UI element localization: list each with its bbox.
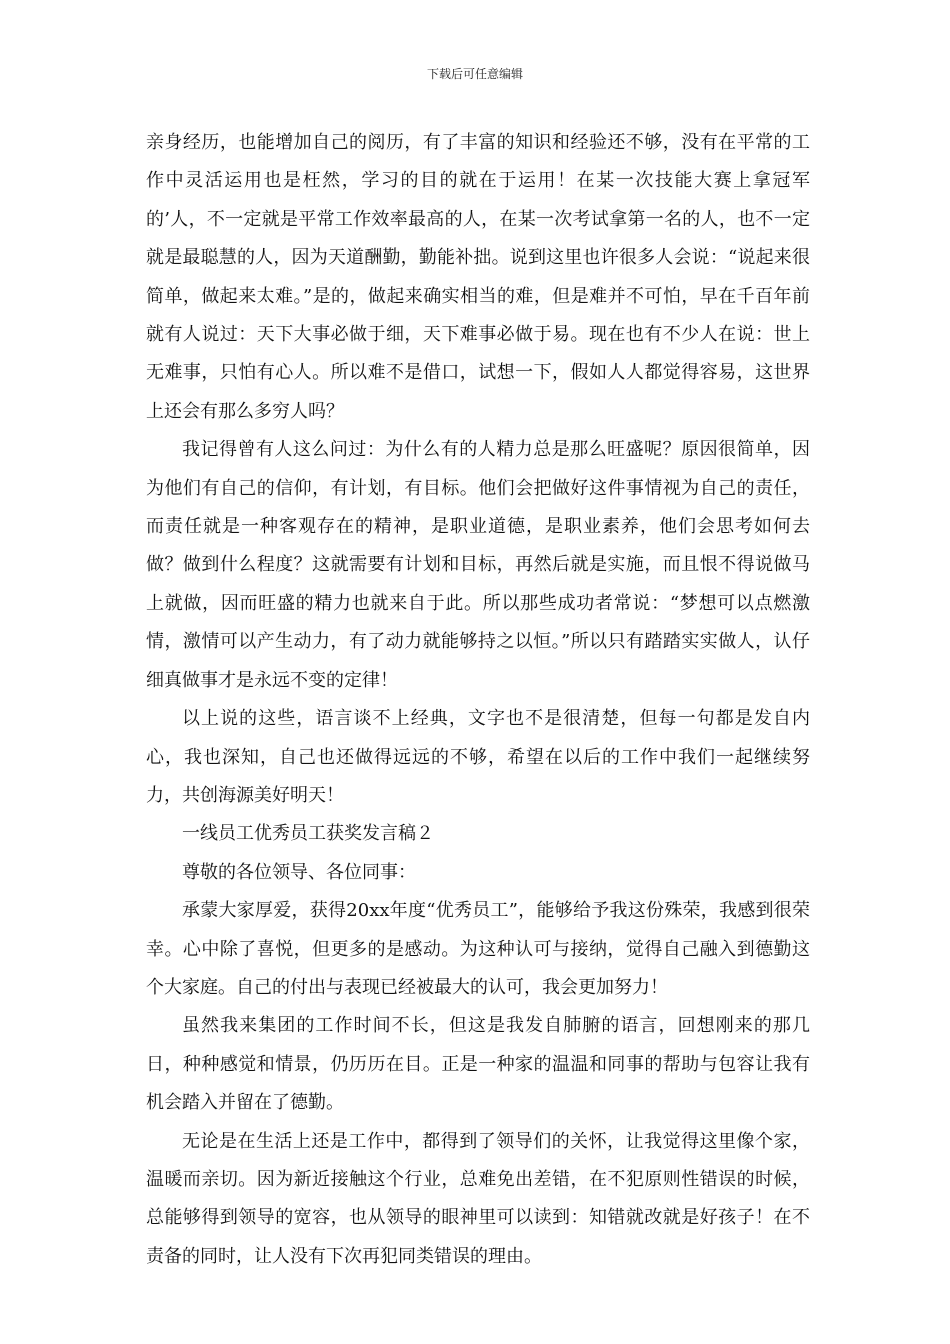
- paragraph-6: 无论是在生活上还是工作中，都得到了领导们的关怀，让我觉得这里像个家，温暖而亲切。因为新近接触这个行业，总难免出差错，在不犯原则性错误的时候，总能够得到领导的宽容，也从领导的眼神里可以读到：知错就改就是好孩子！在不责备的同时，让人没有下次再犯同类错误的理由。: [146, 1130, 810, 1267]
- document-body: [146, 124, 810, 1276]
- page-header: 下载后可任意编辑: [426, 67, 523, 81]
- paragraph-4: 承蒙大家厚爱，获得20xx年度“优秀员工”，能够给予我这份殊荣，我感到很荣幸。心中除了喜悦，但更多的是感动。为这种认可与接纳，觉得自己融入到德勤这个大家庭。自己的付出与表现已经被最大的认可，我会更加努力！: [146, 900, 810, 998]
- salutation: 尊敬的各位领导、各位同事：: [182, 861, 416, 883]
- section-title: 一线员工优秀员工获奖发言稿２: [182, 823, 434, 845]
- paragraph-2: 我记得曾有人这么问过：为什么有的人精力总是那么旺盛呢？原因很简单，因为他们有自己的信仰，有计划，有目标。他们会把做好这件事情视为自己的责任，而责任就是一种客观存在的精神，是职业道德，是职业素养，他们会思考如何去做？做到什么程度？这就需要有计划和目标，再然后就是实施，而且恨不得说做马上就做，因而旺盛的精力也就来自于此。所以那些成功者常说：“梦想可以点燃激情，激情可以产生动力，有了动力就能够持之以恒。”所以只有踏踏实实做人，认仔细真做事才是永远不变的定律！: [146, 439, 810, 691]
- paragraph-1: 亲身经历，也能增加自己的阅历，有了丰富的知识和经验还不够，没有在平常的工作中灵活运用也是枉然，学习的目的就在于运用！在某一次技能大赛上拿冠军的’人，不一定就是平常工作效率最高的人，在某一次考试拿第一名的人，也不一定就是最聪慧的人，因为天道酬勤，勤能补拙。说到这里也许很多人会说：“说起来很简单，做起来太难。”是的，做起来确实相当的难，但是难并不可怕，早在千百年前就有人说过：天下大事必做于细，天下难事必做于易。现在也有不少人在说：世上无难事，只怕有心人。所以难不是借口，试想一下，假如人人都觉得容易，这世界上还会有那么多穷人吗？: [146, 132, 810, 422]
- paragraph-5: 虽然我来集团的工作时间不长，但这是我发自肺腑的语言，回想刚来的那几日，种种感觉和情景，仍历历在目。正是一种家的温温和同事的帮助与包容让我有机会踏入并留在了德勤。: [146, 1015, 810, 1114]
- paragraph-3: 以上说的这些，语言谈不上经典，文字也不是很清楚，但每一句都是发自内心，我也深知，自己也还做得远远的不够，希望在以后的工作中我们一起继续努力，共创海源美好明天！: [146, 708, 810, 806]
